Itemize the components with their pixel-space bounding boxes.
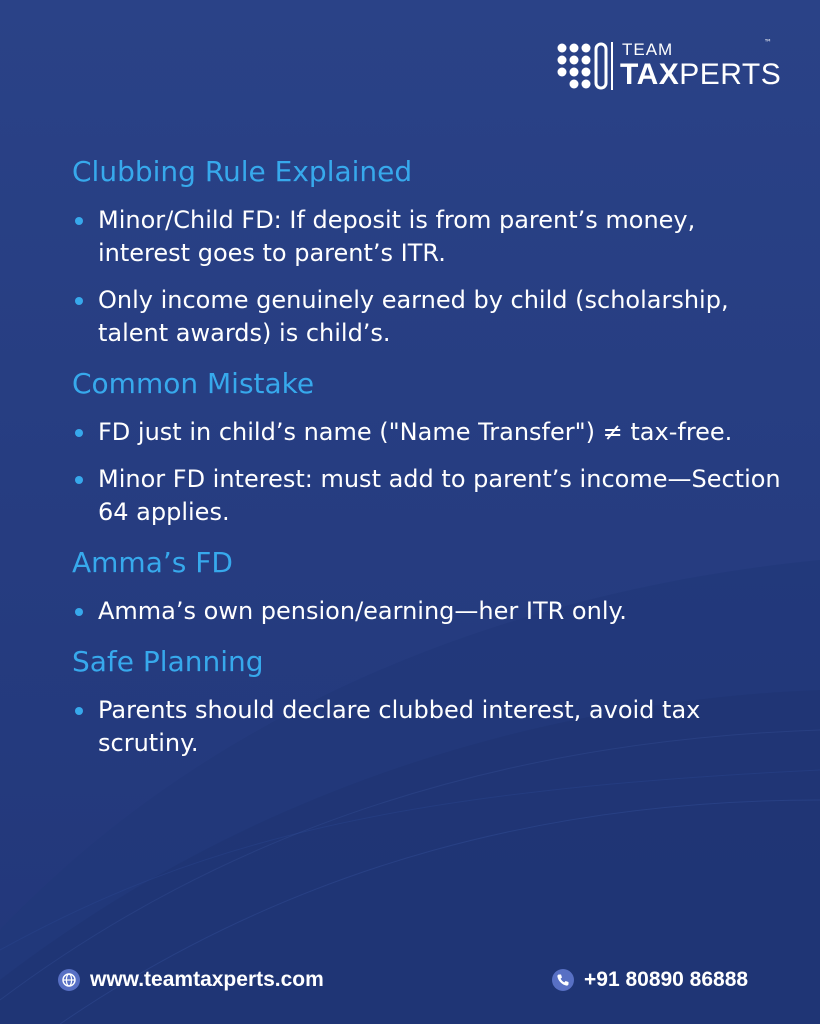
section-title: Clubbing Rule Explained (72, 155, 413, 188)
bullet-text: Only income genuinely earned by child (scholarship, talent awards) is child’s. (98, 286, 729, 347)
phone-icon (552, 969, 574, 991)
brand-logo (556, 38, 786, 94)
bullet-dot-icon (75, 707, 83, 715)
bullet-dot-icon (75, 476, 83, 484)
bullet-text: FD just in child’s name ("Name Transfer") ≠ tax-free. (98, 418, 733, 446)
section-clubbing-rule (72, 152, 792, 350)
globe-icon (58, 969, 80, 991)
bullet-text: Parents should declare clubbed interest, avoid tax scrutiny. (98, 696, 701, 757)
bullet-list (72, 204, 792, 350)
section-title: Amma’s FD (72, 546, 233, 579)
bullet-dot-icon (75, 429, 83, 437)
trademark-symbol: ™ (764, 38, 772, 47)
phone-number[interactable]: +91 80890 86888 (584, 968, 749, 991)
section-title: Common Mistake (72, 367, 315, 400)
bullet-list (72, 595, 792, 628)
bullet-list (72, 416, 792, 529)
logo-name-bold: TAX (620, 58, 680, 91)
logo-name-light: PERTS (679, 58, 782, 91)
website-link[interactable]: www.teamtaxperts.com (90, 968, 324, 991)
bullet-dot-icon (75, 608, 83, 616)
bullet-item (72, 694, 792, 760)
section-safe-planning (72, 642, 792, 760)
footer-website[interactable] (58, 968, 324, 992)
bullet-dot-icon (75, 297, 83, 305)
bullet-item (72, 463, 792, 529)
bullet-item (72, 204, 792, 270)
logo-name (620, 58, 781, 92)
main-content (72, 152, 792, 774)
section-common-mistake (72, 364, 792, 529)
section-title: Safe Planning (72, 645, 264, 678)
section-ammas-fd (72, 543, 792, 628)
footer-phone[interactable] (552, 968, 748, 992)
logo-dots-icon (556, 40, 616, 92)
bullet-text: Minor FD interest: must add to parent’s income—Section 64 applies. (98, 465, 781, 526)
logo-team-text: TEAM (622, 40, 674, 59)
bullet-item (72, 284, 792, 350)
bullet-text: Minor/Child FD: If deposit is from parent’s money, interest goes to parent’s ITR. (98, 206, 696, 267)
bullet-list (72, 694, 792, 760)
bullet-dot-icon (75, 217, 83, 225)
bullet-item (72, 416, 792, 449)
bullet-item (72, 595, 792, 628)
bullet-text: Amma’s own pension/earning—her ITR only. (98, 597, 627, 625)
